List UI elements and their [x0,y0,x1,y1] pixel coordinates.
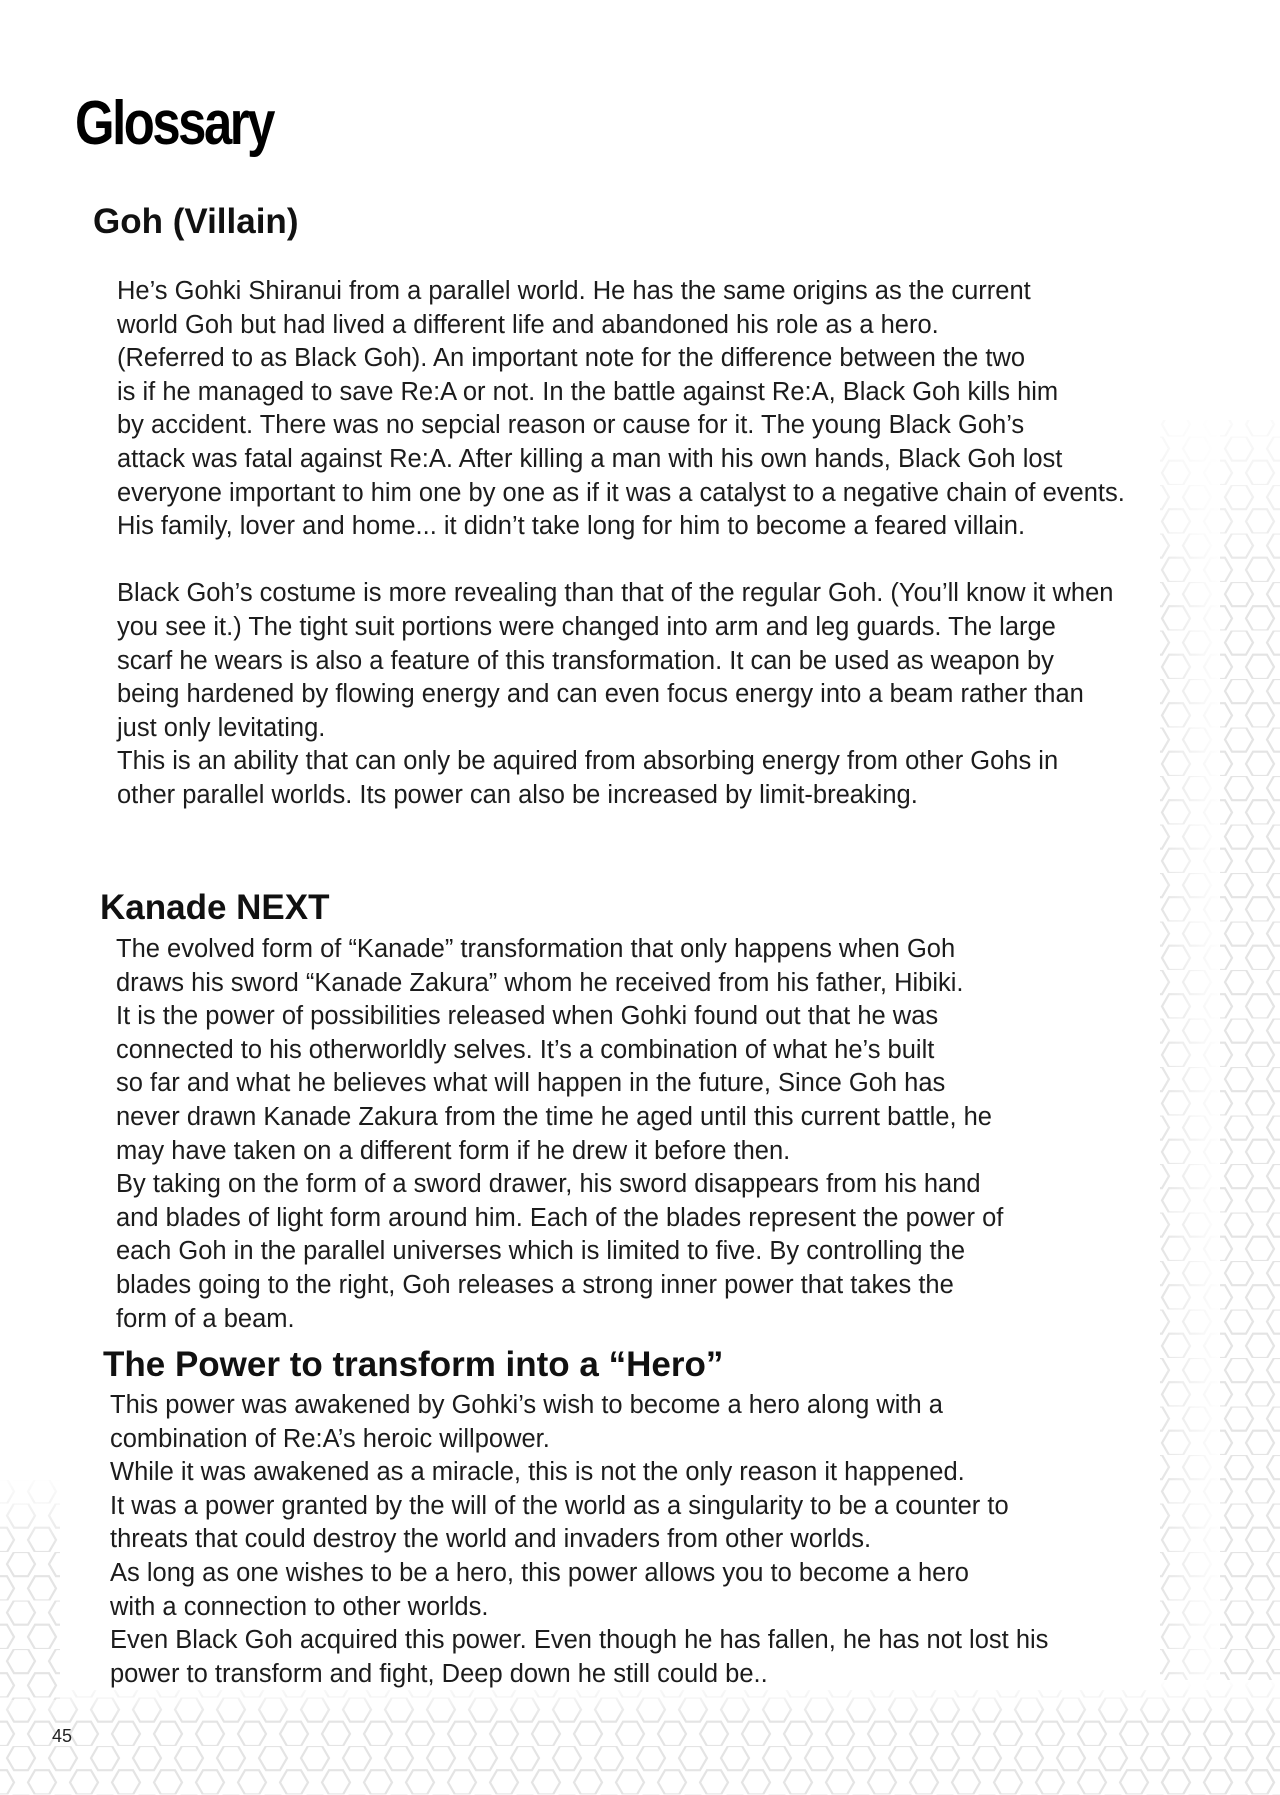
body-line: you see it.) The tight suit portions were changed into arm and leg guards. The large [117,612,1056,641]
body-line: so far and what he believes what will happen in the future, Since Goh has [116,1069,946,1098]
entry-body [116,933,1003,1336]
body-line: It is the power of possibilities released when Gohki found out that he was [116,1002,939,1031]
body-line: As long as one wishes to be a hero, this power allows you to become a hero [110,1558,969,1587]
glossary-entry-kanade-next [100,888,1003,1336]
body-line: The evolved form of “Kanade” transformation that only happens when Goh [116,935,956,963]
body-line: It was a power granted by the will of the world as a singularity to be a counter to [110,1491,1009,1520]
body-line: This power was awakened by Gohki’s wish to become a hero along with a [110,1391,943,1419]
body-line: may have taken on a different form if he drew it before then. [116,1136,791,1165]
body-line: is if he managed to save Re:A or not. In the battle against Re:A, Black Goh kills him [117,377,1059,406]
body-line: Even Black Goh acquired this power. Even though he has fallen, he has not lost his [110,1626,1049,1655]
entry-heading: Goh (Villain) [93,202,299,241]
body-line: connected to his otherworldly selves. It’s a combination of what he’s built [116,1035,935,1064]
entry-body [110,1389,1048,1691]
body-line: world Goh but had lived a different life and abandoned his role as a hero. [117,310,939,339]
body-line: Black Goh’s costume is more revealing than that of the regular Goh. (You’ll know it when [117,579,1114,608]
body-line: just only levitating. [117,713,326,742]
body-line: By taking on the form of a sword drawer, his sword disappears from his hand [116,1170,981,1199]
body-line: with a connection to other worlds. [110,1592,489,1621]
body-line: threats that could destroy the world and invaders from other worlds. [110,1525,872,1554]
page-number: 45 [52,1726,73,1746]
body-line: draws his sword “Kanade Zakura” whom he received from his father, Hibiki. [116,968,964,997]
body-line: form of a beam. [116,1304,295,1333]
body-line: scarf he wears is also a feature of this transformation. It can be used as weapon by [117,646,1054,675]
body-line: While it was awakened as a miracle, this is not the only reason it happened. [110,1458,965,1487]
body-line: blades going to the right, Goh releases a strong inner power that takes the [116,1270,954,1299]
body-line: and blades of light form around him. Each of the blades represent the power of [116,1203,1004,1232]
body-line: by accident. There was no sepcial reason or cause for it. The young Black Goh’s [117,411,1025,440]
body-line: being hardened by flowing energy and can even focus energy into a beam rather than [117,680,1084,709]
body-line: other parallel worlds. Its power can also be increased by limit-breaking. [117,780,918,809]
entry-heading: Kanade NEXT [100,888,330,927]
body-line: everyone important to him one by one as if it was a catalyst to a negative chain of events. [117,478,1125,507]
body-line: never drawn Kanade Zakura from the time he aged until this current battle, he [116,1102,992,1131]
body-line: power to transform and fight, Deep down he still could be.. [110,1659,768,1688]
body-line: attack was fatal against Re:A. After killing a man with his own hands, Black Goh lost [117,444,1063,473]
body-line: His family, lover and home... it didn’t take long for him to become a feared villain. [117,512,1026,541]
body-line: This is an ability that can only be aquired from absorbing energy from other Gohs in [117,747,1059,776]
body-line: each Goh in the parallel universes which is limited to five. By controlling the [116,1237,966,1266]
entry-body [117,275,1125,813]
entry-heading: The Power to transform into a “Hero” [103,1345,724,1384]
body-line: combination of Re:A’s heroic willpower. [110,1424,550,1453]
glossary-entry-goh-villain [93,202,1125,813]
paragraph-gap [117,544,1125,578]
body-line: (Referred to as Black Goh). An important note for the difference between the two [117,344,1026,373]
body-line: He’s Gohki Shiranui from a parallel world. He has the same origins as the current [117,277,1031,305]
glossary-entry-power-to-transform [103,1345,1048,1691]
page-title: Glossary [75,89,273,158]
